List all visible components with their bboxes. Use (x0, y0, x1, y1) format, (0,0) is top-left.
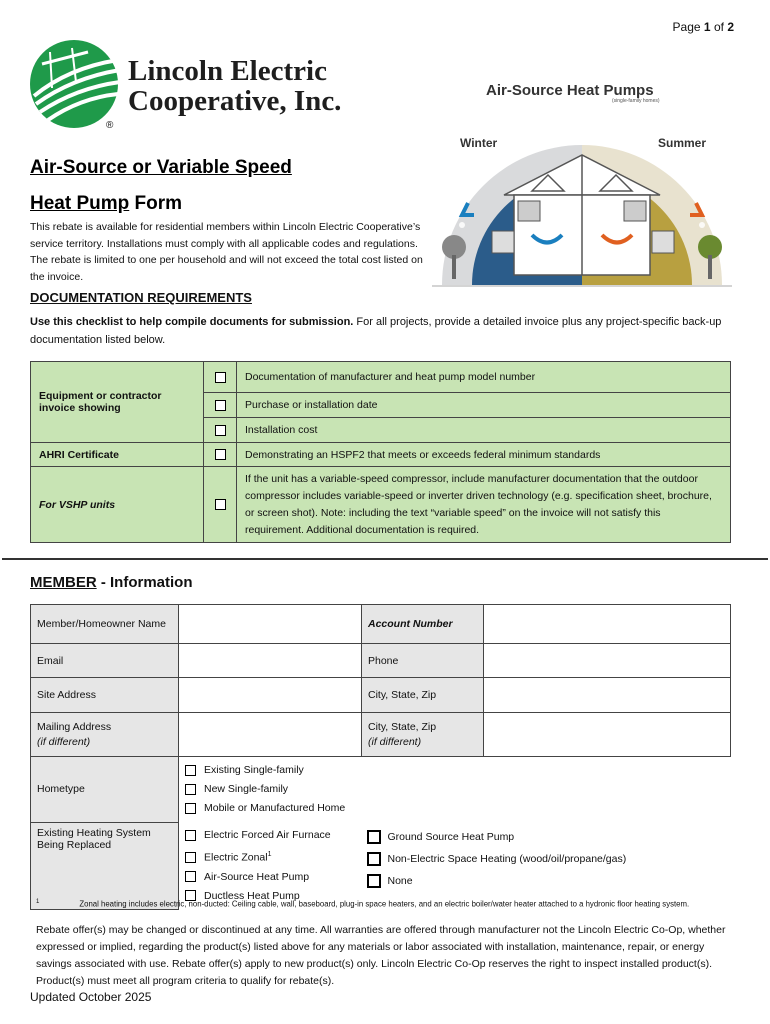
option-ductless[interactable]: Ductless Heat Pump (185, 887, 356, 906)
mailing-address-field[interactable] (179, 713, 362, 757)
hometype-label: Hometype (31, 757, 179, 823)
summer-label: Summer (658, 136, 707, 150)
item-model-number: Documentation of manufacturer and heat pump model number (237, 362, 731, 393)
option-none[interactable]: None (368, 870, 725, 892)
existing-heating-label: Existing Heating System Being Replaced (31, 822, 179, 910)
fine-print: Rebate offer(s) may be changed or discontinued at any time. All warranties are offered through manufacturer not the Lincoln Electric Co-Op, whether expressed or implied, regarding the product(s) listed above for any materials or labor associated with installation, maintenance, repair, or energy savings associated with use. Rebate offer(s) apply to new product(s) only. Lincoln Electric Co-Op reserves the right to inspect installed product(s). Product(s) must meet all program criteria to qualify for rebate(s). (36, 924, 726, 987)
checkbox-model-number[interactable] (204, 362, 237, 393)
name-label: Member/Homeowner Name (31, 605, 179, 644)
checkbox-vshp[interactable] (204, 467, 237, 543)
group-ahri-label: AHRI Certificate (31, 443, 204, 467)
heat-pump-illustration (432, 105, 732, 287)
option-mobile-home[interactable]: Mobile or Manufactured Home (185, 799, 725, 818)
hometype-options (179, 757, 731, 823)
illustration-subtitle: (single-family homes) (612, 98, 660, 104)
footnote: $^1$ Zonal heating includes electric, non-ducted: Ceiling cable, wall, baseboard, plug-in space heaters, and an electric boiler/water heater attached to a hydronic floor heating system. (36, 899, 690, 909)
account-label: Account Number (362, 605, 484, 644)
phone-field[interactable] (484, 644, 731, 678)
checkbox-install-date[interactable] (204, 393, 237, 418)
city-label: City, State, Zip (362, 678, 484, 713)
option-ground-source[interactable]: Ground Source Heat Pump (368, 826, 725, 848)
member-heading: MEMBER - Information (30, 574, 193, 591)
site-address-field[interactable] (179, 678, 362, 713)
item-install-date: Purchase or installation date (237, 393, 731, 418)
name-field[interactable] (179, 605, 362, 644)
site-address-label: Site Address (31, 678, 179, 713)
option-electric-forced-air[interactable]: Electric Forced Air Furnace (185, 826, 356, 845)
documentation-checklist (30, 361, 731, 543)
item-vshp: If the unit has a variable-speed compressor, include manufacturer documentation that the outdoor compressor includes variable-speed or inverter driven technology (e.g. specification sheet, brochure, or screen shot). Note: including the text “variable speed” on the invoice will not satisfy this requirement. Additional documentation is required. (237, 467, 731, 543)
page-number: Page 1 of 2 (672, 20, 734, 34)
option-air-source[interactable]: Air-Source Heat Pump (185, 868, 356, 887)
section-divider (2, 558, 768, 560)
city-mailing-field[interactable] (484, 713, 731, 757)
item-ahri: Demonstrating an HSPF2 that meets or exceeds federal minimum standards (237, 443, 731, 467)
checkbox-install-cost[interactable] (204, 418, 237, 443)
checklist-intro: Use this checklist to help compile documents for submission. For all projects, provide a detailed invoice plus any project-specific back-up documentation listed below. (30, 316, 722, 346)
member-information-table (30, 604, 731, 910)
city-field[interactable] (484, 678, 731, 713)
account-field[interactable] (484, 605, 731, 644)
checkbox-ahri[interactable] (204, 443, 237, 467)
option-electric-zonal[interactable]: Electric Zonal$^1$ (185, 845, 356, 868)
coop-name: Lincoln Electric Cooperative, Inc. (128, 55, 342, 117)
intro-text: This rebate is available for residential members within Lincoln Electric Cooperative’s service territory. Installations must comply with all applicable codes and regulations. The rebate is limited to one per household and will not exceed the total cost listed on the invoice. (30, 221, 423, 283)
registered-mark: ® (106, 120, 114, 131)
winter-label: Winter (460, 136, 498, 150)
email-label: Email (31, 644, 179, 678)
mailing-address-label: Mailing Address (if different) (31, 713, 179, 757)
city-mailing-label: City, State, Zip (if different) (362, 713, 484, 757)
illustration-title: Air-Source Heat Pumps (486, 82, 654, 99)
documentation-heading: DOCUMENTATION REQUIREMENTS (30, 290, 252, 305)
option-non-electric[interactable]: Non-Electric Space Heating (wood/oil/propane/gas) (368, 848, 725, 870)
option-new-single-family[interactable]: New Single-family (185, 780, 725, 799)
phone-label: Phone (362, 644, 484, 678)
group-invoice-label: Equipment or contractor invoice showing (31, 362, 204, 443)
coop-logo-icon (28, 38, 128, 130)
email-field[interactable] (179, 644, 362, 678)
form-title: Air-Source or Variable Speed Heat Pump Form (30, 157, 292, 214)
option-existing-single-family[interactable]: Existing Single-family (185, 761, 725, 780)
group-vshp-label: For VSHP units (31, 467, 204, 543)
updated-date: Updated October 2025 (30, 990, 152, 1004)
item-install-cost: Installation cost (237, 418, 731, 443)
